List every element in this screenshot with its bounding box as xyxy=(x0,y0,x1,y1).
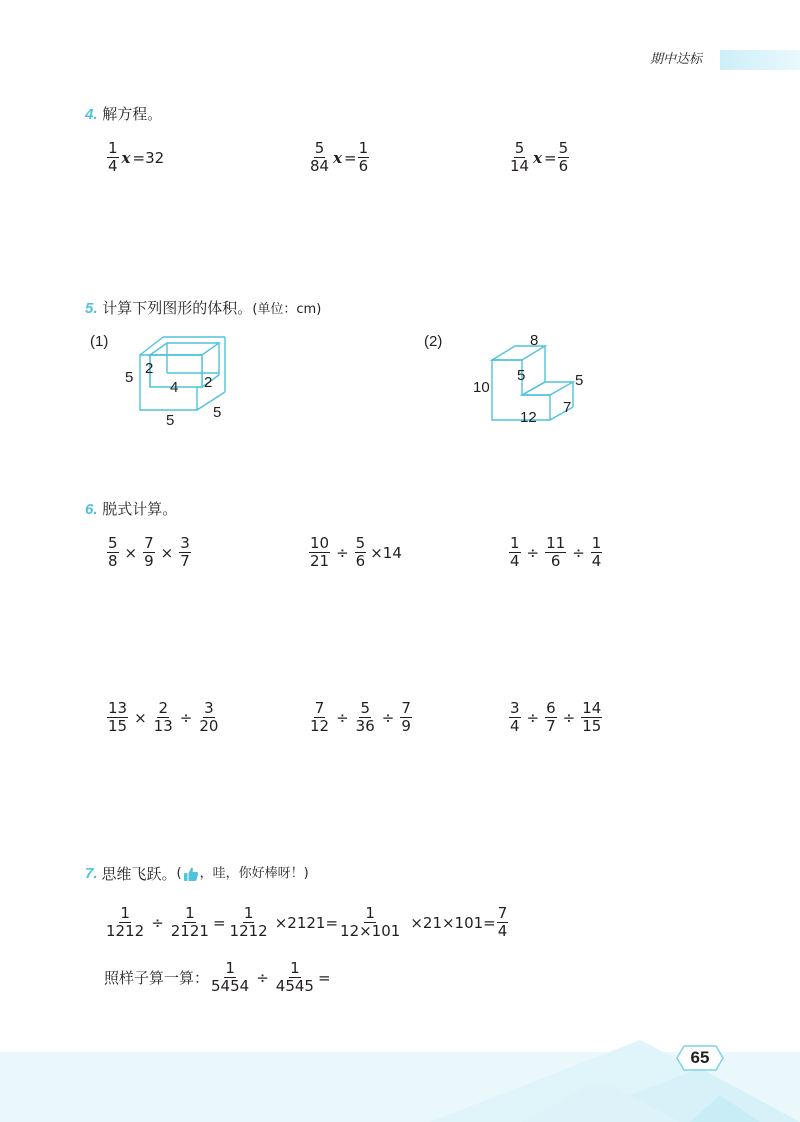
fraction xyxy=(275,960,315,995)
operator: ÷ xyxy=(526,708,540,727)
operator: ÷ xyxy=(562,708,576,727)
fraction-numerator: 5 xyxy=(558,139,569,157)
fraction xyxy=(509,700,521,735)
q6-number: 6. xyxy=(85,501,98,518)
q4-equation-2 xyxy=(308,140,370,175)
fraction-numerator: 1 xyxy=(185,904,195,922)
fraction xyxy=(358,140,370,175)
equals: = xyxy=(544,148,557,167)
fraction-numerator: 14 xyxy=(582,699,602,717)
fraction-denominator: 6 xyxy=(355,552,366,570)
operator: ÷ xyxy=(256,968,269,987)
fraction xyxy=(107,700,128,735)
fraction-numerator: 11 xyxy=(546,534,566,552)
fraction-numerator: 1 xyxy=(225,959,235,977)
fig1-notch-top xyxy=(150,343,219,355)
operator: × xyxy=(160,543,174,562)
fraction-denominator: 12 xyxy=(310,717,330,735)
fraction-denominator: 14 xyxy=(510,157,530,175)
q5-heading xyxy=(85,298,321,320)
figure-2-diagram xyxy=(470,325,600,430)
fraction xyxy=(355,700,376,735)
fig1-dim-bottom: 5 xyxy=(166,412,175,429)
fraction-denominator: 4545 xyxy=(275,977,314,995)
fraction-numerator: 5 xyxy=(108,534,118,552)
header-accent-bar xyxy=(720,50,800,70)
fraction-denominator: 4 xyxy=(510,552,520,570)
fraction-denominator: 7 xyxy=(180,552,190,570)
equals: = xyxy=(212,913,226,932)
variable: x xyxy=(333,148,343,167)
fraction-denominator: 12×101 xyxy=(340,922,401,940)
q5-title: 计算下列图形的体积。 xyxy=(102,299,253,317)
fraction-denominator: 20 xyxy=(199,717,219,735)
fraction xyxy=(107,535,119,570)
fraction xyxy=(170,905,210,940)
q6-heading xyxy=(85,499,177,520)
fig2-dim-left: 10 xyxy=(473,379,490,396)
q6-expression-2 xyxy=(308,535,402,570)
fraction-numerator: 3 xyxy=(204,699,214,717)
figure-1-label: (1) xyxy=(90,333,109,350)
fraction xyxy=(179,535,191,570)
figure-2-label: (2) xyxy=(424,333,443,350)
fraction-denominator: 8 xyxy=(108,552,118,570)
fraction-numerator: 10 xyxy=(310,534,330,552)
fraction-numerator: 1 xyxy=(510,534,520,552)
fraction-denominator: 1212 xyxy=(106,922,145,940)
fraction-numerator: 5 xyxy=(314,139,325,157)
q7-practice-equation xyxy=(104,960,331,995)
fraction xyxy=(509,140,530,175)
operator: ÷ xyxy=(572,543,585,562)
fraction xyxy=(309,535,330,570)
fraction-numerator: 7 xyxy=(314,699,325,717)
fraction-denominator: 21 xyxy=(310,552,330,570)
fraction-denominator: 1212 xyxy=(229,922,268,940)
fraction-denominator: 15 xyxy=(582,717,602,735)
fraction-denominator: 6 xyxy=(550,552,561,570)
q6-title: 脱式计算。 xyxy=(102,500,178,518)
fraction-numerator: 5 xyxy=(360,699,370,717)
q6-expression-4 xyxy=(106,700,220,735)
fraction-numerator: 1 xyxy=(120,904,130,922)
q4-equation-3 xyxy=(508,140,570,175)
q6-expression-3 xyxy=(508,535,603,570)
variable: x xyxy=(533,148,543,167)
fraction-numerator: 1 xyxy=(358,139,369,157)
q4-title: 解方程。 xyxy=(102,105,163,123)
fraction-denominator: 36 xyxy=(355,717,375,735)
fraction-numerator: 5 xyxy=(514,139,525,157)
fraction-denominator: 4 xyxy=(108,157,118,175)
fraction xyxy=(309,700,330,735)
fraction xyxy=(545,700,557,735)
q7-note-open: ( xyxy=(176,866,182,881)
q6-expression-6 xyxy=(508,700,603,735)
fraction-denominator: 4 xyxy=(591,552,602,570)
q6-expression-1 xyxy=(106,535,192,570)
fraction xyxy=(400,700,412,735)
q4-number: 4. xyxy=(85,106,98,123)
fraction-numerator: 7 xyxy=(497,904,508,922)
fig2-dim-depth: 7 xyxy=(563,399,572,416)
q7-practice-prompt: 照样子算一算： xyxy=(104,969,210,987)
equation-rest: =32 xyxy=(132,148,165,167)
fig1-dim-inner-right: 2 xyxy=(204,374,213,391)
fig1-dim-left: 5 xyxy=(125,369,134,386)
fraction-denominator: 6 xyxy=(558,157,569,175)
fraction xyxy=(105,905,145,940)
header-title: 期中达标 xyxy=(650,52,703,67)
fig2-dim-right: 5 xyxy=(575,372,584,389)
fraction xyxy=(339,905,401,940)
fraction xyxy=(198,700,219,735)
fraction xyxy=(210,960,250,995)
q7-number: 7. xyxy=(85,865,98,882)
fraction-denominator: 7 xyxy=(546,717,556,735)
fraction-denominator: 6 xyxy=(358,157,369,175)
fraction xyxy=(497,905,509,940)
fraction-numerator: 7 xyxy=(401,699,411,717)
fraction-numerator: 3 xyxy=(510,699,520,717)
equals: = xyxy=(317,968,331,987)
fraction-denominator: 4 xyxy=(497,922,508,940)
fraction-denominator: 13 xyxy=(153,717,173,735)
fraction-denominator: 15 xyxy=(108,717,128,735)
fraction-numerator: 1 xyxy=(365,904,375,922)
expression-tail: ×14 xyxy=(370,543,402,562)
fraction xyxy=(355,535,367,570)
fig1-dim-inner-left: 2 xyxy=(145,360,154,377)
fig1-dim-right: 5 xyxy=(213,404,222,421)
fraction-numerator: 1 xyxy=(591,534,602,552)
fig1-dim-inner-bottom: 4 xyxy=(170,379,179,396)
fig1-edge xyxy=(140,337,163,355)
q7-note-rest: ，哇，你好棒呀！) xyxy=(199,866,309,881)
fraction xyxy=(229,905,269,940)
fraction-denominator: 84 xyxy=(310,157,330,175)
fraction-denominator: 2121 xyxy=(170,922,209,940)
fig2-dim-step: 5 xyxy=(517,367,526,384)
fraction-denominator: 5454 xyxy=(211,977,250,995)
fig2-dim-bottom: 12 xyxy=(520,409,537,426)
fraction xyxy=(153,700,174,735)
page-number: 65 xyxy=(690,1048,710,1067)
operator: ÷ xyxy=(381,708,395,727)
operator: ÷ xyxy=(336,543,349,562)
fraction-numerator: 1 xyxy=(290,959,300,977)
fig2-step-top xyxy=(522,382,573,395)
fraction-numerator: 6 xyxy=(546,699,556,717)
fraction-numerator: 1 xyxy=(108,139,118,157)
q5-unit-note: (单位：cm) xyxy=(252,302,322,317)
operator: ÷ xyxy=(526,543,540,562)
fraction xyxy=(558,140,570,175)
operator: ÷ xyxy=(151,913,164,932)
equals: = xyxy=(344,148,357,167)
figure-1-diagram xyxy=(115,325,255,435)
fraction xyxy=(581,700,602,735)
fraction-numerator: 2 xyxy=(158,699,168,717)
operator: ÷ xyxy=(179,708,193,727)
fraction-numerator: 1 xyxy=(243,904,254,922)
fraction xyxy=(309,140,330,175)
fig2-dim-top: 8 xyxy=(530,332,539,349)
fraction-numerator: 3 xyxy=(180,534,190,552)
fraction-denominator: 9 xyxy=(401,717,411,735)
fraction-denominator: 4 xyxy=(510,717,520,735)
operator: × xyxy=(134,708,147,727)
operator: ÷ xyxy=(336,708,349,727)
fraction xyxy=(143,535,155,570)
expression-segment: ×21×101= xyxy=(410,913,496,932)
fraction xyxy=(545,535,566,570)
q7-title: 思维飞跃。 xyxy=(101,865,177,883)
thumbs-up-icon xyxy=(183,866,199,882)
variable: x xyxy=(121,148,131,167)
q7-heading xyxy=(85,864,309,884)
fraction-numerator: 13 xyxy=(108,699,128,717)
fraction-numerator: 7 xyxy=(144,534,154,552)
fraction xyxy=(107,140,119,175)
q4-equation-1 xyxy=(106,140,164,175)
q6-expression-5 xyxy=(308,700,413,735)
fraction xyxy=(509,535,521,570)
fraction-numerator: 5 xyxy=(355,534,366,552)
q5-number: 5. xyxy=(85,300,98,317)
q7-example-equation xyxy=(104,905,509,940)
fraction xyxy=(591,535,603,570)
expression-segment: ×2121= xyxy=(274,913,339,932)
fraction-denominator: 9 xyxy=(144,552,154,570)
operator: × xyxy=(124,543,138,562)
q4-heading xyxy=(85,104,162,125)
